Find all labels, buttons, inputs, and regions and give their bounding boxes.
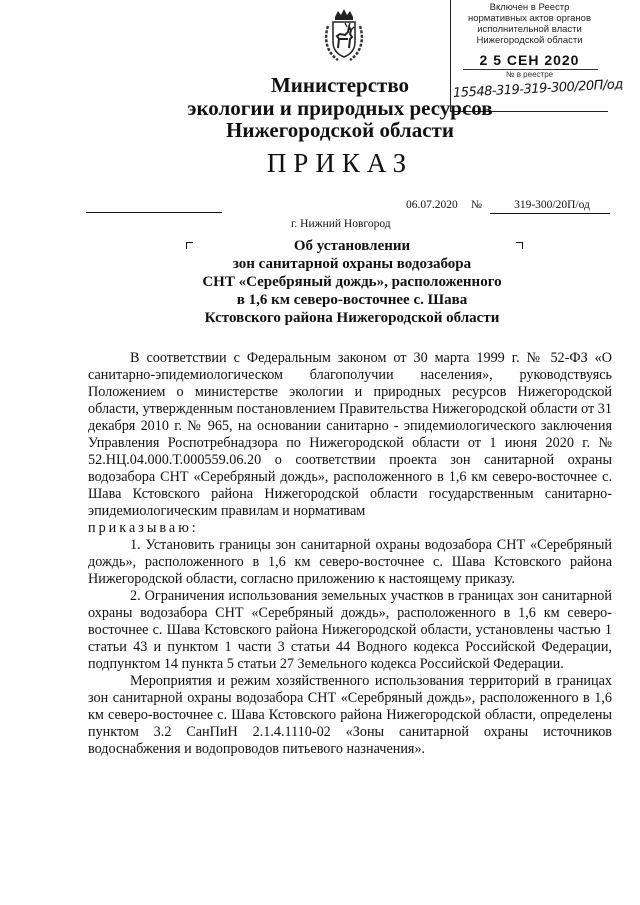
paragraph-3: Мероприятия и режим хозяйственного использования территорий в границах зон санитарной охраны водозабора СНТ «Серебряный дождь», расположенного в 1,6 км северо-восточнее с. Шава Кстовского района Нижегородской области, определены пунктом 3.2 СанПиН 2.1.4.1110-02 «Зоны санитарной охраны источников водоснабжения и водопроводов питьевого назначения». — [88, 673, 612, 757]
order-item-1: 1. Установить границы зон санитарной охраны водозабора СНТ «Серебряный дождь», расположенного в 1,6 км северо-восточнее с. Шава Кстовского района Нижегородской области, согласно приложению к настоящему приказу. — [88, 537, 612, 587]
blank-field-line — [86, 212, 222, 213]
ministry-name-line-1: Министерство — [270, 73, 410, 97]
subject-line-2: зон санитарной охраны водозабора — [232, 256, 472, 272]
subject-corner-right — [516, 242, 523, 249]
ministry-name-line-3: Нижегородской области — [226, 118, 454, 142]
city: г. Нижний Новгород — [291, 218, 391, 230]
subject-line-3: СНТ «Серебряный дождь», расположенного — [202, 274, 502, 290]
document-body — [88, 350, 612, 758]
order-item-2: 2. Ограничения использования земельных участков в границах зон санитарной охраны водозабора СНТ «Серебряный дождь», расположенного в 1,6 км северо-восточнее с. Шава Кстовского района Нижегородской области, установлены частью 1 статьи 43 и пунктом 1 части 3 статьи 44 Водного кодекса Российской Федерации, подпунктом 14 пункта 5 статьи 27 Земельного кодекса Российской Федерации. — [88, 588, 612, 672]
order-number-underline — [490, 213, 610, 214]
subject-line-1: Об установлении — [293, 238, 411, 254]
preamble-paragraph: В соответствии с Федеральным законом от 30 марта 1999 г. № 52-ФЗ «О санитарно-эпидемиологическом благополучии населения», руководствуясь Положением о министерстве экологии и природных ресурсов Нижегородской области, утвержденным постановлением Правительства Нижегородской области от 31 декабря 2010 г. № 965, на основании санитарно - эпидемиологического заключения Управления Роспотребнадзора по Нижегородской области от 1 июня 2020 г. № 52.НЦ.04.000.Т.000559.06.20 о соответствии проекта зон санитарной охраны водозабора СНТ «Серебряный дождь», расположенного в 1,6 км северо-восточнее с. Шава Кстовского района Нижегородской области государственным санитарно-эпидемиологическим правилам и нормативам — [88, 350, 612, 519]
stamp-date: 2 5 СЕН 2020 — [479, 52, 580, 68]
stamp-number-label: № в реестре — [505, 70, 554, 79]
stamp-line-4: Нижегородской области — [476, 35, 583, 46]
ministry-name-line-2: экологии и природных ресурсов — [187, 96, 493, 120]
subject-line-4: в 1,6 км северо-восточнее с. Шава — [236, 292, 468, 308]
order-number: 319-300/20П/од — [514, 199, 590, 211]
order-word: приказываю: — [88, 520, 199, 536]
order-date: 06.07.2020 — [406, 199, 458, 211]
stamp-line-2: нормативных актов органов — [467, 13, 592, 24]
stamp-line-3: исполнительной власти — [477, 24, 582, 35]
stamp-registry-number: 15548-319-319-300/20П/од — [452, 77, 624, 102]
order-number-label: № — [471, 199, 482, 211]
document-type-title: ПРИКАЗ — [266, 148, 414, 178]
subject-line-5: Кстовского района Нижегородской области — [204, 310, 500, 326]
order-subject — [190, 237, 514, 327]
stamp-line-1: Включен в Реестр — [489, 2, 570, 13]
coat-of-arms-icon — [322, 8, 366, 64]
